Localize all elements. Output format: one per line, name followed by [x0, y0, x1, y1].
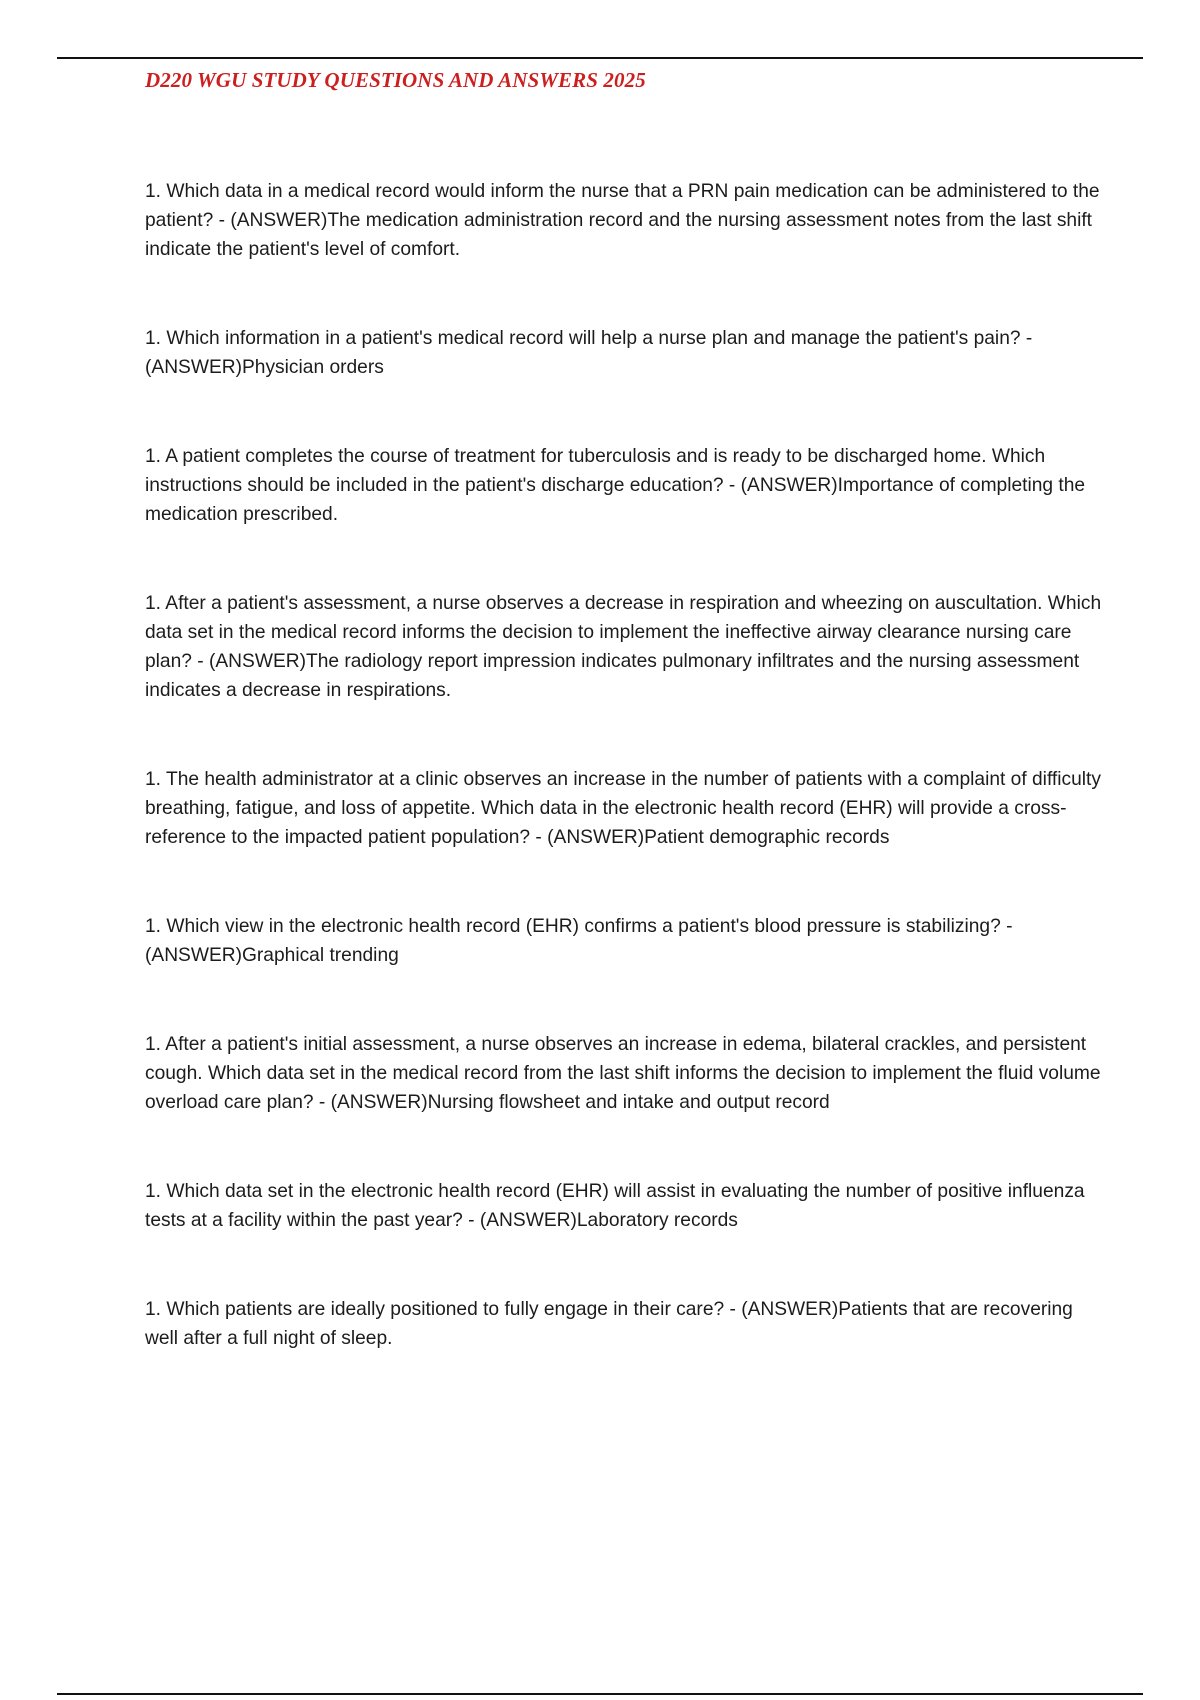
header-rule: [57, 57, 1143, 59]
qa-item: 1. Which data in a medical record would inform the nurse that a PRN pain medication can be administered to the patient? - (ANSWER)The medication administration record and the nursing assessment notes from the last shift indicate the patient's level of comfort.: [145, 181, 1100, 260]
qa-item: 1. Which patients are ideally positioned to fully engage in their care? - (ANSWER)Patients that are recovering well after a full night of sleep.: [145, 1299, 1073, 1349]
footer-rule: [57, 1693, 1143, 1695]
qa-item: 1. Which data set in the electronic health record (EHR) will assist in evaluating the number of positive influenza tests at a facility within the past year? - (ANSWER)Laboratory records: [145, 1181, 1085, 1231]
qa-item: 1. The health administrator at a clinic observes an increase in the number of patients with a complaint of difficulty breathing, fatigue, and loss of appetite. Which data in the electronic health record (EHR) will provide a cross-reference to the impacted patient population? - (ANSWER)Patient demographic records: [145, 769, 1101, 848]
qa-item: 1. Which view in the electronic health record (EHR) confirms a patient's blood pressure is stabilizing? - (ANSWER)Graphical trending: [145, 916, 1013, 966]
qa-item: 1. After a patient's initial assessment, a nurse observes an increase in edema, bilateral crackles, and persistent cough. Which data set in the medical record from the last shift informs the decision to implement the fluid volume overload care plan? - (ANSWER)Nursing flowsheet and intake and output record: [145, 1034, 1101, 1113]
qa-item: 1. Which information in a patient's medical record will help a nurse plan and manage the patient's pain? - (ANSWER)Physician orders: [145, 328, 1033, 378]
qa-list: [145, 177, 1105, 1353]
qa-item: 1. A patient completes the course of treatment for tuberculosis and is ready to be discharged home. Which instructions should be included in the patient's discharge education? - (ANSWER)Importance of completing the medication prescribed.: [145, 446, 1086, 525]
document-title: D220 WGU STUDY QUESTIONS AND ANSWERS 2025: [145, 68, 646, 92]
qa-item: 1. After a patient's assessment, a nurse observes a decrease in respiration and wheezing on auscultation. Which data set in the medical record informs the decision to implement the ineffective airway clearance nursing care plan? - (ANSWER)The radiology report impression indicates pulmonary infiltrates and the nursing assessment indicates a decrease in respirations.: [145, 593, 1102, 701]
